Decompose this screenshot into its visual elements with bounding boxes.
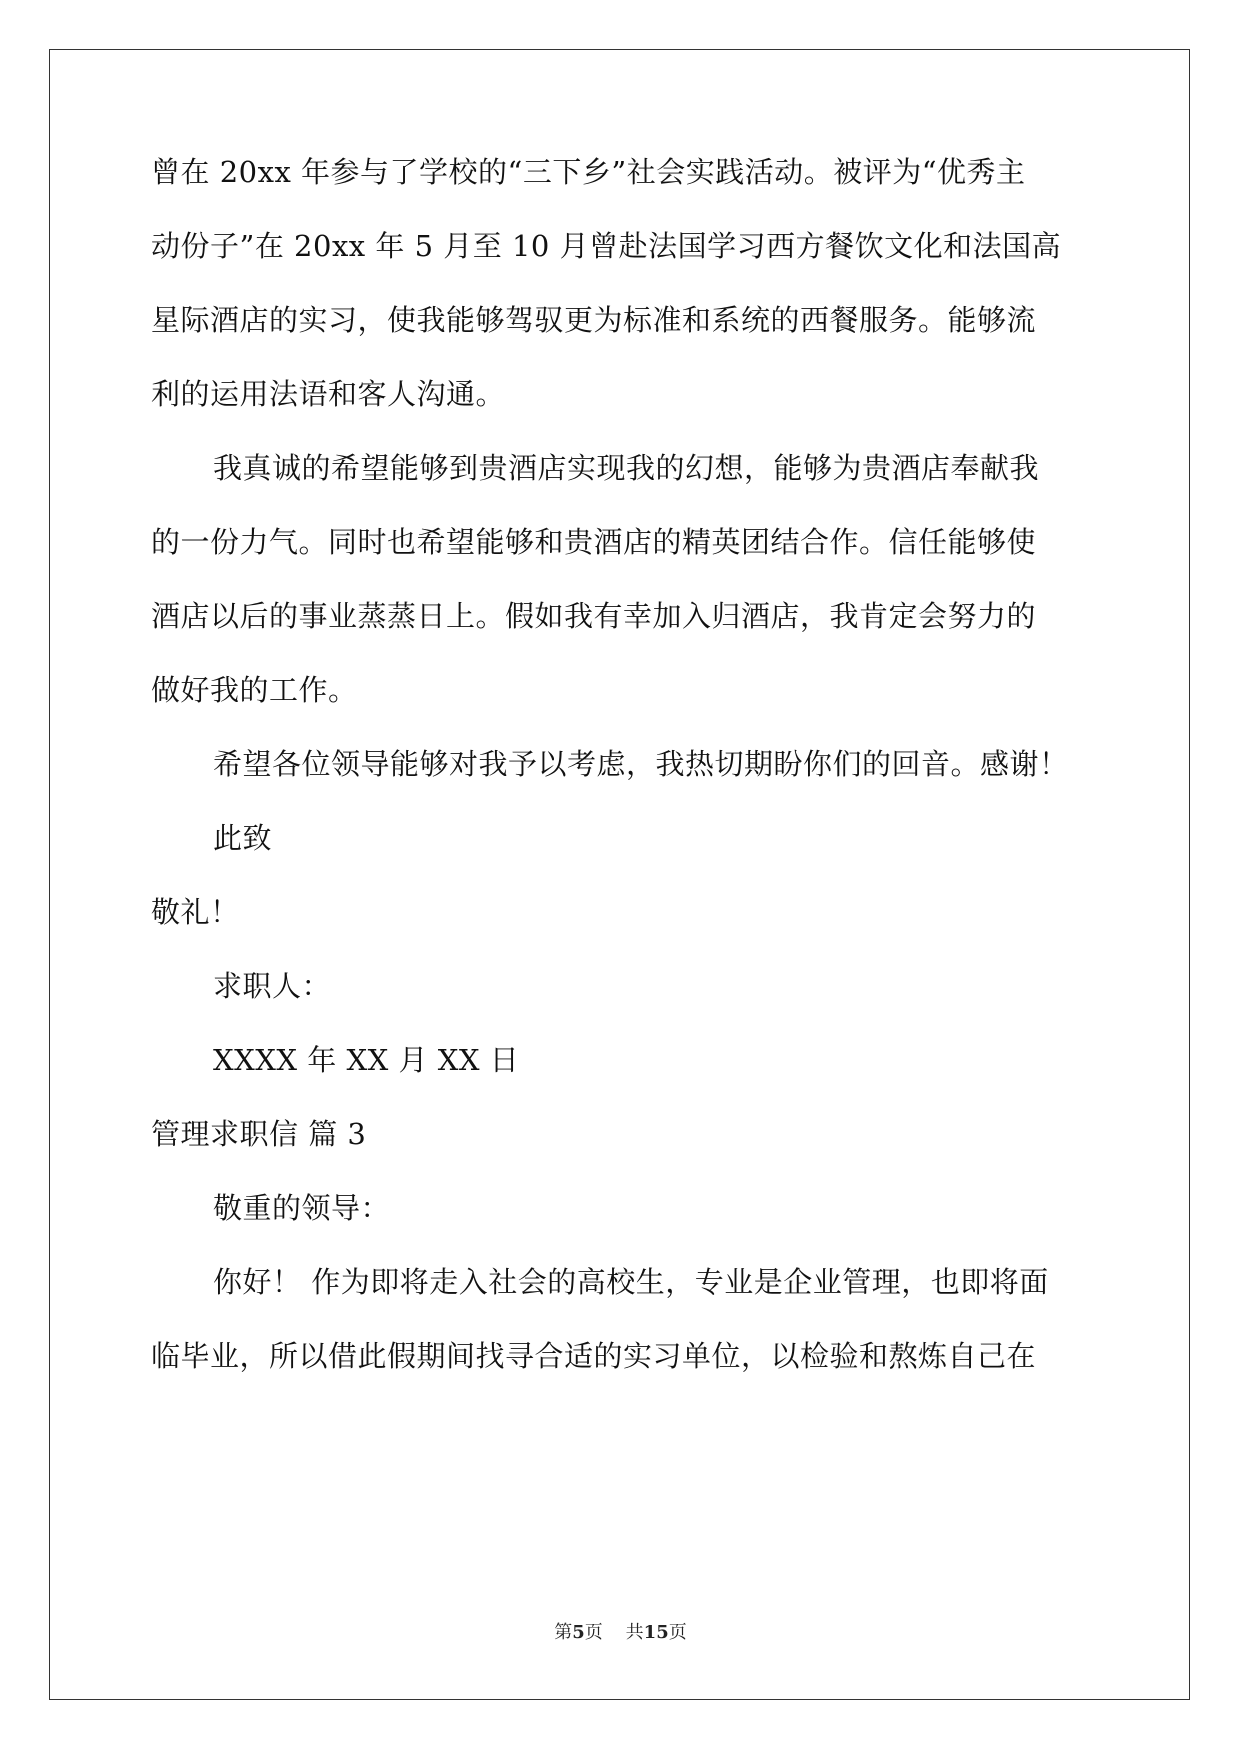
text-line: 做好我的工作。 bbox=[151, 673, 358, 707]
date-line: XXXX 年 XX 月 XX 日 bbox=[213, 1043, 520, 1077]
page-number: 5 bbox=[572, 1622, 585, 1643]
text-line: 星际酒店的实习，使我能够驾驭更为标准和系统的西餐服务。能够流 bbox=[151, 303, 1037, 337]
footer-suffix: 页 bbox=[668, 1622, 687, 1643]
text-line: 我真诚的希望能够到贵酒店实现我的幻想，能够为贵酒店奉献我 bbox=[213, 451, 1040, 485]
text-line: 酒店以后的事业蒸蒸日上。假如我有幸加入归酒店，我肯定会努力的 bbox=[151, 599, 1037, 633]
text-line: 临毕业，所以借此假期间找寻合适的实习单位，以检验和熬炼自己在 bbox=[151, 1339, 1037, 1373]
footer-prefix: 第 bbox=[554, 1622, 573, 1643]
salutation-regards: 敬礼！ bbox=[151, 895, 240, 929]
greeting: 敬重的领导： bbox=[213, 1191, 391, 1225]
text-line: 的一份力气。同时也希望能够和贵酒店的精英团结合作。信任能够使 bbox=[151, 525, 1037, 559]
text-line: 曾在 20xx 年参与了学校的“三下乡”社会实践活动。被评为“优秀主 bbox=[151, 155, 1026, 189]
section-heading: 管理求职信 篇 3 bbox=[151, 1117, 367, 1151]
signature-label: 求职人： bbox=[213, 969, 332, 1003]
page-footer bbox=[0, 1621, 1241, 1645]
page-total: 15 bbox=[643, 1622, 669, 1643]
footer-mid: 页 共 bbox=[584, 1622, 644, 1643]
text-line: 你好！ 作为即将走入社会的高校生，专业是企业管理，也即将面 bbox=[213, 1265, 1049, 1299]
text-line: 动份子”在 20xx 年 5 月至 10 月曾赴法国学习西方餐饮文化和法国高 bbox=[151, 229, 1062, 263]
salutation-closing: 此致 bbox=[213, 821, 273, 855]
text-line: 利的运用法语和客人沟通。 bbox=[151, 377, 506, 411]
page-border bbox=[49, 49, 1190, 1700]
text-line: 希望各位领导能够对我予以考虑，我热切期盼你们的回音。感谢！ bbox=[213, 747, 1069, 781]
